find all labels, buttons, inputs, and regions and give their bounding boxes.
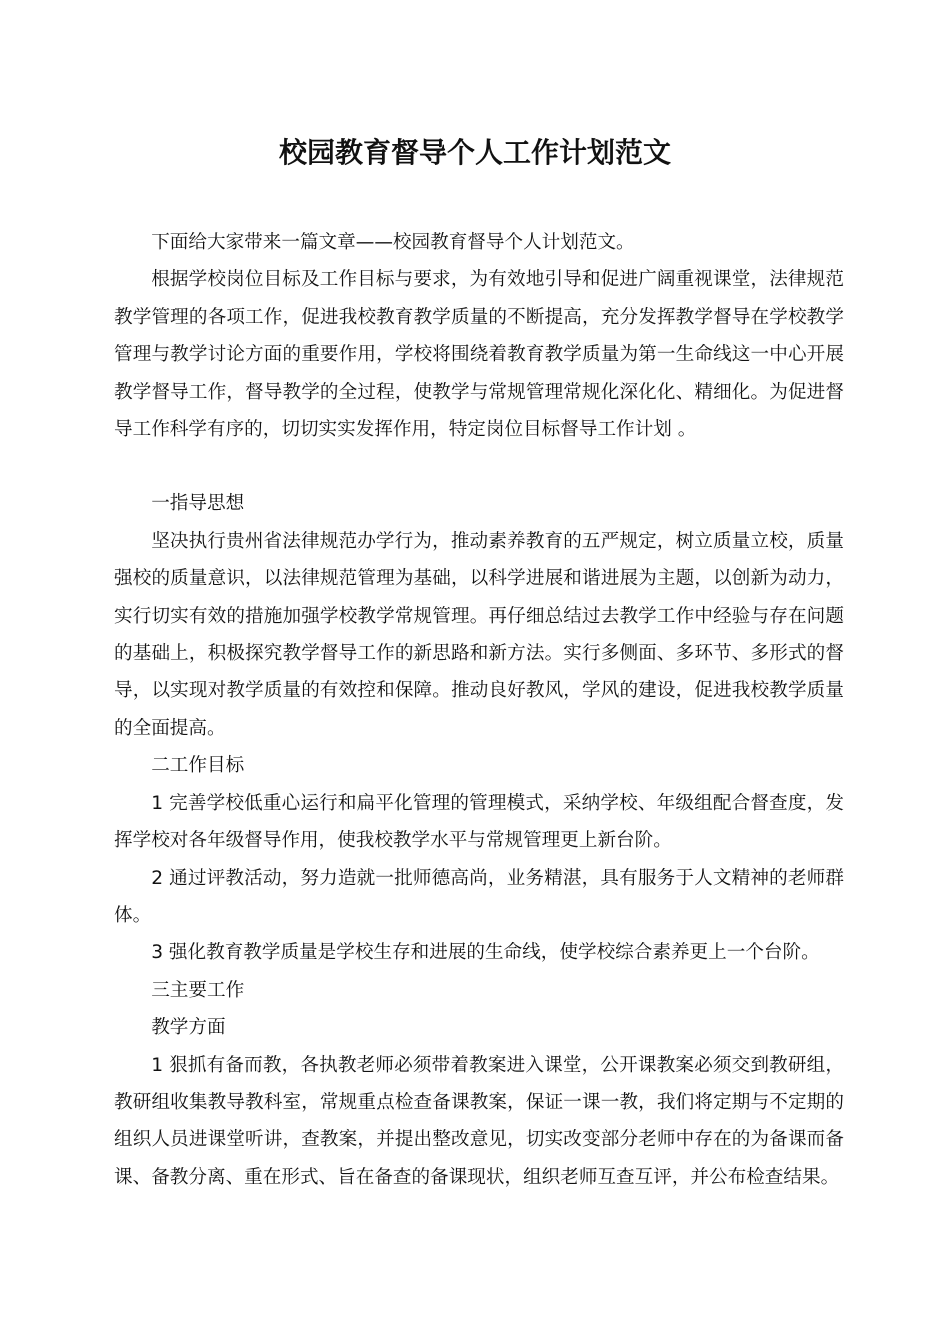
subsection-heading-teaching: 教学方面: [151, 1017, 226, 1039]
goal-item-2: 2 通过评教活动，努力造就一批师德高尚，业务精湛，具有服务于人文精神的老师群体。: [114, 867, 844, 926]
guiding-thought-paragraph: 坚决执行贵州省法律规范办学行为，推动素养教育的五严规定，树立质量立校，质量强校的质量意识，以法律规范管理为基础，以科学进展和谐进展为主题，以创新为动力，实行切实有效的措施加强学校教学常规管理。再仔细总结过去教学工作中经验与存在问题的基础上，积极探究教学督导工作的新思路和新方法。实行多侧面、多环节、多形式的督导，以实现对教学质量的有效控和保障。推动良好教风，学风的建设，促进我校教学质量的全面提高。: [114, 530, 844, 739]
document-body: [114, 224, 844, 1196]
intro-paragraph: 下面给大家带来一篇文章——校园教育督导个人计划范文。: [151, 232, 635, 253]
goal-item-1: 1 完善学校低重心运行和扁平化管理的管理模式，采纳学校、年级组配合督查度，发挥学校对各年级督导作用，使我校教学水平与常规管理更上新台阶。: [114, 792, 844, 852]
section-heading-work-goals: 二工作目标: [151, 755, 245, 777]
section-heading-main-work: 三主要工作: [151, 979, 245, 1001]
section-heading-guiding-thought: 一指导思想: [151, 493, 245, 515]
work-item-1: 1 狠抓有备而教，各执教老师必须带着教案进入课堂，公开课教案必须交到教研组，教研组收集教导教科室，常规重点检查备课教案，保证一课一教，我们将定期与不定期的组织人员进课堂听讲，查教案，并提出整改意见，切实改变部分老师中存在的为备课而备课、备教分离、重在形式、旨在备查的备课现状，组织老师互查互评，并公布检查结果。: [114, 1054, 844, 1188]
document-title: 校园教育督导个人工作计划范文: [278, 136, 671, 169]
intro-body-paragraph: 根据学校岗位目标及工作目标与要求，为有效地引导和促进广阔重视课堂，法律规范教学管理的各项工作，促进我校教育教学质量的不断提高，充分发挥教学督导在学校教学管理与教学讨论方面的重要作用，学校将围绕着教育教学质量为第一生命线这一中心开展教学督导工作，督导教学的全过程，使教学与常规管理常规化深化化、精细化。为促进督导工作科学有序的，切切实实发挥作用，特定岗位目标督导工作计划 。: [114, 269, 844, 441]
paragraph-gap: [114, 448, 844, 485]
goal-item-3: 3 强化教育教学质量是学校生存和进展的生命线，使学校综合素养更上一个台阶。: [151, 942, 820, 964]
